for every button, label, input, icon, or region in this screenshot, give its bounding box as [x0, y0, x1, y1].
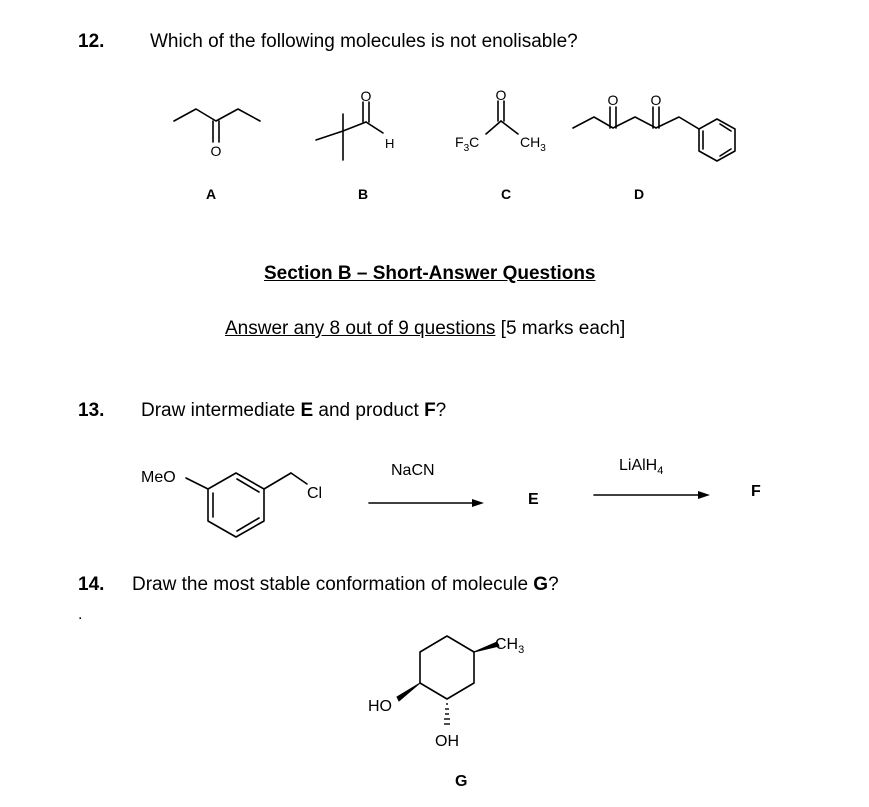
q13-number: 13. — [78, 400, 105, 421]
stray-mark: . — [78, 606, 83, 623]
q12-number: 12. — [78, 31, 105, 52]
section-heading: Section B – Short-Answer Questions — [264, 263, 596, 284]
q14-text-1: Draw the most stable conformation of molecule — [132, 574, 534, 595]
q13-reagent-lialh4: LiAlH$_4$ — [619, 457, 664, 478]
molecule-d-oxygen-2: O — [650, 92, 662, 108]
q14-text-2: ? — [548, 574, 559, 595]
molecule-g-structure — [368, 636, 524, 750]
molecule-d-oxygen-1: O — [607, 92, 619, 108]
molecule-c-cf3: $F_3C$ — [455, 134, 480, 154]
molecule-c-label: C — [501, 186, 512, 202]
molecule-a-label: A — [206, 186, 217, 202]
molecule-b-hydrogen: H — [385, 136, 395, 151]
q13-bold-f: F — [424, 400, 436, 421]
q13-meo-label: MeO — [141, 469, 176, 486]
q13-text-2: and product — [313, 400, 425, 421]
molecule-b-label: B — [358, 186, 369, 202]
q13-cl-label: Cl — [307, 485, 323, 502]
q13-product-f: F — [751, 483, 761, 500]
q13-text-3: ? — [435, 400, 447, 421]
molecule-c-ch3: $CH_3$ — [520, 134, 546, 154]
q13-text-1: Draw intermediate — [141, 400, 301, 421]
molecule-a-oxygen: O — [210, 143, 222, 159]
q12-question-text: Which of the following molecules is not enolisable? — [150, 31, 578, 52]
q13-intermediate-e: E — [528, 491, 539, 508]
q14-ho-label: HO — [368, 698, 392, 715]
q13-bold-e: E — [300, 400, 314, 421]
instruction-rest: [5 marks each] — [495, 318, 626, 339]
q13-reagent-nacn: NaCN — [391, 462, 435, 479]
molecule-g-label: G — [455, 773, 468, 790]
q14-oh-label: OH — [435, 733, 459, 750]
molecule-b-oxygen: O — [360, 88, 372, 104]
q14-ch3-label: $CH_3$ — [495, 636, 525, 656]
instruction-underlined: Answer any 8 out of 9 questions — [225, 318, 496, 339]
molecule-d-label: D — [634, 186, 645, 202]
q14-bold-g: G — [533, 574, 549, 595]
q14-number: 14. — [78, 574, 105, 595]
molecule-c-oxygen: O — [495, 87, 507, 103]
